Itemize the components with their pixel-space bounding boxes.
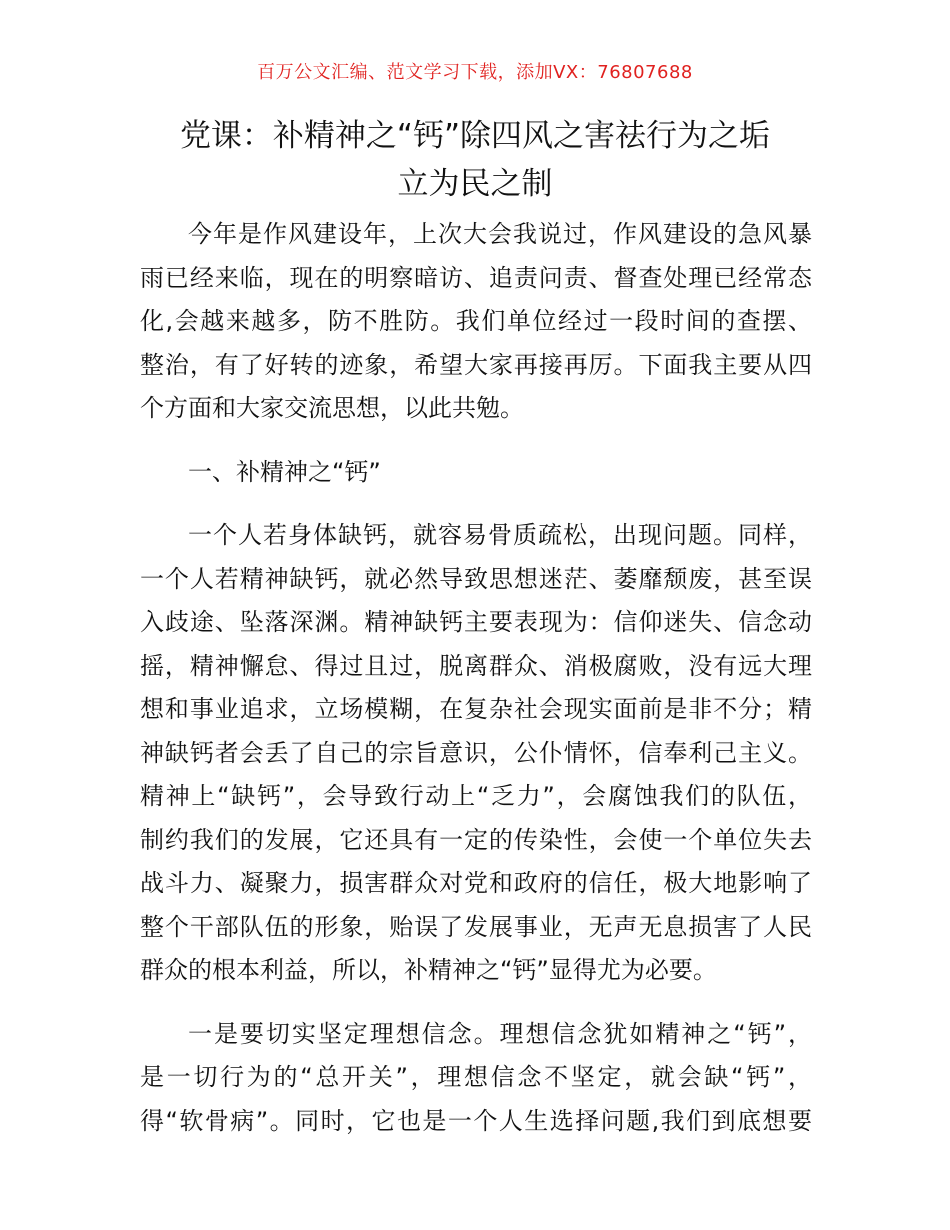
document-body <box>140 213 812 1163</box>
title-line-1: 党课：补精神之“钙”除四风之害祛行为之垢 <box>179 118 771 154</box>
page-title <box>120 112 830 208</box>
text-line: 摇，精神懈怠、得过且过，脱离群众、消极腐败，没有远大理 <box>140 651 812 680</box>
title-line-2: 立为民之制 <box>397 166 553 202</box>
text-line: 群众的根本利益，所以，补精神之“钙”显得尤为必要。 <box>140 956 717 984</box>
text-line: 今年是作风建设年，上次大会我说过，作风建设的急风暴 <box>188 220 812 248</box>
text-line: 一个人若精神缺钙，就必然导致思想迷茫、萎靡颓废，甚至误 <box>140 564 812 593</box>
text-line: 个方面和大家交流思想，以此共勉。 <box>140 394 524 422</box>
text-line: 神缺钙者会丢了自己的宗旨意识，公仆情怀，信奉利己主义。 <box>140 738 812 767</box>
text-line: 雨已经来临，现在的明察暗访、追责问责、督查处理已经常态 <box>140 263 812 292</box>
text-line: 精神上“缺钙”，会导致行动上“乏力”，会腐蚀我们的队伍， <box>140 782 812 810</box>
paragraph-section-1 <box>140 514 812 993</box>
paragraph-intro <box>140 213 812 431</box>
text-line: 整个干部队伍的形象，贻误了发展事业，无声无息损害了人民 <box>140 912 812 941</box>
text-line: 一是要切实坚定理想信念。理想信念犹如精神之“钙”， <box>188 1019 812 1048</box>
text-line: 战斗力、凝聚力，损害群众对党和政府的信任，极大地影响了 <box>140 869 812 897</box>
text-line: 化,会越来越多，防不胜防。我们单位经过一段时间的查摆、 <box>140 307 812 335</box>
text-line: 得“软骨病”。同时，它也是一个人生选择问题,我们到底想要 <box>140 1106 812 1135</box>
text-line: 整治，有了好转的迹象，希望大家再接再厉。下面我主要从四 <box>140 350 812 379</box>
text-line: 制约我们的发展，它还具有一定的传染性，会使一个单位失去 <box>140 825 812 854</box>
paragraph-point-1 <box>140 1013 812 1144</box>
section-heading-1 <box>140 451 812 495</box>
text-line: 入歧途、坠落深渊。精神缺钙主要表现为：信仰迷失、信念动 <box>140 608 812 636</box>
text-line: 一个人若身体缺钙，就容易骨质疏松，出现问题。同样， <box>188 521 812 549</box>
section-heading-text: 一、补精神之“钙” <box>188 457 381 486</box>
text-line: 是一切行为的“总开关”，理想信念不坚定，就会缺“钙”， <box>140 1063 812 1091</box>
header-banner: 百万公文汇编、范文学习下载，添加VX：76807688 <box>257 62 693 83</box>
text-line: 想和事业追求，立场模糊，在复杂社会现实面前是非不分；精 <box>140 695 812 723</box>
